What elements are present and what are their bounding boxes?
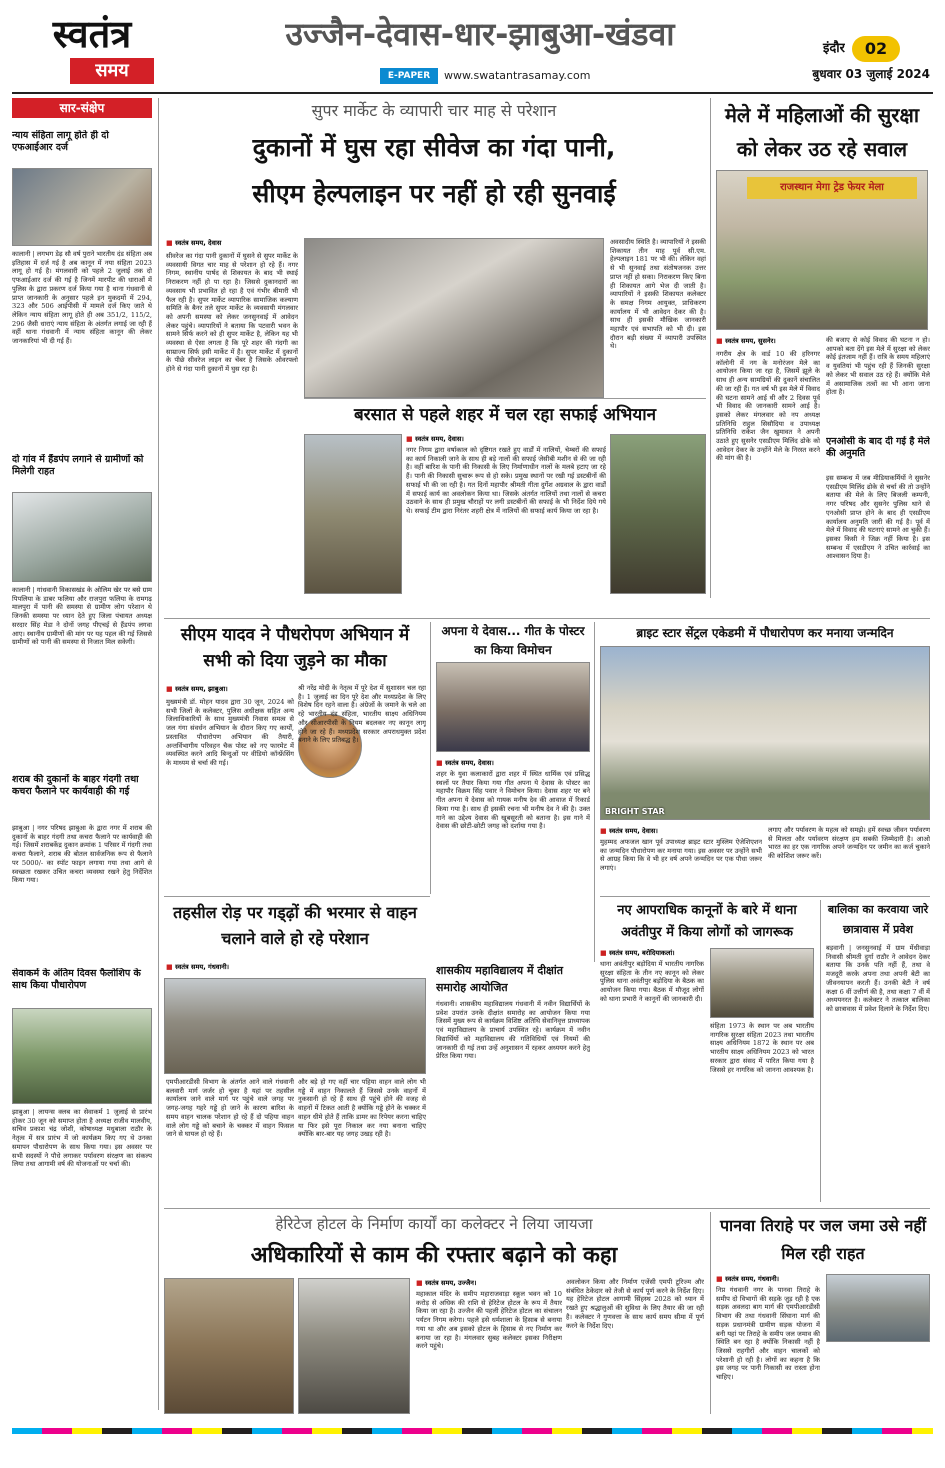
panva-photo (826, 1274, 930, 1342)
sidebar-header: सार-संक्षेप (12, 98, 152, 118)
panva-byline-text: स्वतंत्र समय, गंधवानी। (725, 1275, 780, 1283)
section-rule (164, 618, 930, 619)
byline-star-icon: ■ (716, 337, 726, 345)
sidebar-item-title: शराब की दुकानों के बाहर गंदगी तथा कचरा फैलाने पर कार्यवाही की गई (12, 774, 139, 797)
section-rule (600, 896, 930, 897)
new-laws-byline-text: स्वतंत्र समय, बरोदियाकलां। (609, 949, 675, 957)
sidebar-item-title: न्याय संहिता लागू होते ही दो एफआईआर दर्ज (12, 130, 109, 153)
tehsil-road-photo (164, 978, 426, 1074)
fair-story-body-3: इस सम्बन्ध में जब मीडियाकर्मियों ने सुसनेर एसडीएम मिलिंद ढोके से चर्चा की तो उन्होंने बताया की मेले के लिए बिजली कम्पनी, नगर परिषद और सुसनेर पुलिस थाने से एनओसी प्राप्त होने के बाद ही एसडीएम कार्यालय अनुमति जारी की गई है। पूर्व में मेले में विवाद की घटनाएं सामने आ चुकी हैं। इसका किसी ने जिक्र नहीं किया है। इस सम्बन्ध में एसडीएम ने उचित कार्रवाई का आश्वासन दिया है। (826, 474, 930, 561)
section-rule (164, 1208, 930, 1209)
sidebar-item-title: दो गांव में हैंडपंप लगाने से ग्रामीणों को मिलेगी राहत (12, 454, 144, 477)
logo-top: स्वतंत्र (52, 11, 132, 56)
tehsil-road-byline (166, 962, 286, 974)
new-laws-headline: नए आपराधिक कानूनों के बारे में थाना अवंतीपुर में किया लोगों को जागरूक (617, 903, 797, 940)
heritage-headline: अधिकारियों से काम की रफ्तार बढ़ाने को कहा (250, 1243, 618, 1268)
epaper-label[interactable]: E-PAPER (380, 68, 438, 84)
cleanup-body: नगर निगम द्वारा वर्षाकाल को दृष्टिगत रखते हुए वार्डों में नालियों, चेम्बरों की सफाई का कार्य निकाली जाने के साथ ही बड़े नालों की सफाई जेसीबी मशीन से की जा रही है। वहीं बारिश के पानी की निकासी के लिए निर्माणाधीन नालों के मलबे हटाए जा रहे हैं। पानी की निकासी सुचारू रूप से हो सके। प्रमुख स्थानों पर रखी गई डस्टबीनों की सफाई भी की जा रही है। गत दिनों महापौर श्रीमती गीता दुर्गेश अग्रवाल के द्वारा वार्डों में सफाई कार्य का अवलोकन किया था। जिसके अंतर्गत नालियों तथा नालों से कचरा उठवाने के साथ ही प्रमुख चौराहों पर लगी डस्टबीनों की सफाई के भी निर्देश दिये गये थे। सफाई टीम द्वारा निरंतर शहरी क्षेत्र में नालियों की सफाई कार्य किया जा रहा है। (406, 446, 606, 515)
academy-headline: ब्राइट स्टार सेंट्रल एकेडमी में पौधारोपण कर मनाया जन्मदिन (636, 626, 894, 640)
city-label: इंदौर (823, 41, 845, 56)
new-laws-body-1: थाना अवंतीपुर बड़ोदिया में भारतीय नागरिक सुरक्षा संहिता के तीन नए कानून को लेकर पुलिस थाना अवंतीपुर बड़ोदिया के बैठक का आयोजन किया गया। बैठक में मौजूद लोगों को थाना प्रभारी ने कानूनों की जानकारी दी। (600, 960, 704, 1003)
byline-star-icon: ■ (166, 239, 176, 247)
girl-child-body: बड़वानी | जनसुनवाई में ग्राम मेंधीवाड़ा निवासी श्रीमती दुर्गा राठौर ने आवेदन देकर बताया कि उनके पति नहीं हैं, तथा वे मजदूरी करके अपना तथा अपनी बेटी का जीवनयापन करती हैं। उनकी बेटी ने वर्ष कक्षा 6 वीं उत्तीर्ण की है, तथा कक्षा 7 वीं में अध्ययनरत है। कलेक्टर ने तत्काल बालिका को छात्रावास में प्रवेश दिलाने के निर्देश दिए। (826, 944, 930, 1013)
plantation-byline (166, 684, 266, 696)
edition-title: उज्जैन-देवास-धार-झाबुआ-खंडवा (285, 15, 675, 53)
cleanup-photo-1 (304, 434, 402, 594)
sidebar-item-body: कालानी | लगभग डेढ़ सौ वर्ष पुराने भारतीय दंड संहिता अब इतिहास में दर्ज गई है अब कानून में नया संहिता 2023 लागू हो गई है। मंगलवारी को पहले 2 जुलाई तक दो एफआईआर दर्ज की गई है जिनमें मारपीट की धाराओं में पुलिस के द्वारा प्रकरण दर्ज किया गया है थाना गंधवानी से प्राप्त जानकारी के अनुसार पहले इन मुकदमों में 294, 323 और 506 आईपीसी में मामले दर्ज किए जाते थे लेकिन न्याय संहिता लागू होते ही अब 351/2, 115/2, 296 जैसी धाराएं न्याय संहिता के अंतर्गत लगाई जा रही हैं वहीं थाना गंधवानी में न्याय संहिता कानून की लेकर जानकारियां भी दी गई हैं। (12, 250, 152, 346)
byline-star-icon: ■ (600, 949, 610, 957)
sidebar-photo-handpump (12, 492, 152, 582)
top-story-photo (304, 238, 604, 398)
fair-story-byline (716, 336, 816, 348)
new-laws-body-2: संहिता 1973 के स्थान पर अब भारतीय नागरिक सुरक्षा संहिता 2023 तथा भारतीय साक्ष्य अधिनियम 1872 के स्थान पर अब भारतीय साक्ष्य अधिनियम 2023 को भारत सरकार द्वारा संसद में पारित किया गया है जिससे हर नागरिक को जानना आवश्यक है। (710, 1022, 814, 1074)
masthead (0, 0, 945, 92)
girl-child-headline: बालिका का करवाया जारे छात्रावास में प्रवेश (827, 903, 929, 936)
heritage-body-1: महाकाल मंदिर के समीप महाराजवाड़ा स्कूल भवन को 10 करोड़ से अधिक की राशि से हेरिटेज होटल के रूप में तैयार किया जा रहा है। उज्जैन की पहली हेरिटेज होटल का संचालन पर्यटन निगम करेगा। पहले इसे धर्मशाला के हिसाब से बनाया गया था और अब इसको होटल के हिसाब से नए निर्माण कर बनाया जा रहा है। मंगलवार सुबह कलेक्टर इसका निरीक्षण करने पहुंचे। (416, 1290, 562, 1351)
academy-body-1: मुहम्मद अफजल खान पूर्व उपाध्यक्ष ब्राइट स्टार मुस्लिम ऐजेशिएशन का जन्मदिन पौधारोपण कर मनाया गया। इस अवसर पर उन्होंने सभी से आग्रह किया कि वे भी हर वर्ष अपने जन्मदिन पर एक पौधा जरूर लगाएं। (600, 838, 762, 873)
sidebar-item-title: सेवाकर्म के अंतिम दिवस फैलोशिप के साथ किया पौधारोपण (12, 968, 141, 991)
byline-star-icon: ■ (166, 685, 176, 693)
dewas-poster-photo (436, 662, 590, 752)
tehsil-road-body-2: और बड़े हो गए वहीं चार पहिया वाहन वाले लोग भी गड्ढे में वाहन निकालते हैं जिससे उनके वाहनों में नुकसानी हो रहे हैं साथ ही पहुंचे होने की वजह से वाहनों में टिकत आती है क्योंकि गड्ढे होने के चक्कर में वाहन धीमे होते हैं ताकि डामर का रिपेयर करना चाहिए या फिर इसे पूरा निकाल कर नया बनाना चाहिए क्योंकि बार-बार यह जगह उखड़ रही है। (298, 1078, 426, 1139)
new-laws-byline (600, 948, 704, 960)
byline-star-icon: ■ (406, 435, 416, 443)
fair-story-photo (716, 170, 928, 330)
heritage-byline-text: स्वतंत्र समय, उज्जैन। (425, 1279, 477, 1287)
college-body: गंधवानी। शासकीय महाविद्यालय गंधवानी में नवीन विद्यार्थियों के प्रवेश उपरांत उनके दीक्षांत समारोह का आयोजन किया गया जिसमें मुख्य रूप से कार्यक्रम विशिष्ट अतिथि सेवानिवृत्त प्राध्यापक एवं महाविद्यालय के प्राचार्य उपस्थित रहे। कार्यक्रम में नवीन विद्यार्थियों को महाविद्यालय की गतिविधियों एवं नियमों की जानकारी दी गई तथा उन्हें अनुशासन में रहकर अध्ययन करने हेतु प्रेरित किया गया। (436, 1000, 590, 1061)
byline-star-icon: ■ (436, 759, 446, 767)
top-story-kicker: सुपर मार्केट के व्यापारी चार माह से परेशान (311, 101, 557, 120)
top-story-byline (166, 238, 298, 250)
cleanup-photo-2 (610, 434, 706, 594)
fair-banner: राजस्थान मेगा ट्रेड फेयर मेला (747, 177, 917, 199)
section-rule (164, 896, 430, 897)
dewas-poster-byline (436, 758, 526, 770)
page-number: 02 (852, 36, 900, 62)
plantation-byline-text: स्वतंत्र समय, झाबुआ। (175, 685, 228, 693)
top-story-divider (710, 98, 711, 598)
tehsil-road-byline-text: स्वतंत्र समय, गंधवानी। (175, 963, 230, 971)
issue-date: बुधवार 03 जुलाई 2024 (812, 67, 930, 81)
panva-headline: पानवा तिराहे पर जल जमा उसे नहीं मिल रही राहत (719, 1216, 927, 1263)
plantation-body-1: मुख्यमंत्री डॉ. मोहन यादव द्वारा 30 जून, 2024 को सभी जिलों के कलेक्टर, पुलिस अधीक्षक सहित अन्य जिलाधिकारियों के साथ मुख्यमंत्री निवास समत्व से जल गंगा संवर्धन अभियान के दौरान किए गए कार्यों, प्रस्तावित पौधारोपण अभियान की तैयारी, अन्तर्विभागीय परिवहन चैक पोस्ट को नए फारमेट में व्यवस्थित करने आदि बिन्दुओं पर वीडियो कॉन्फ्रेंसिंग के माध्यम से चर्चा की गई। (166, 698, 294, 767)
fair-story-byline-text: स्वतंत्र समय, सुसनेर। (725, 337, 776, 345)
new-laws-photo (710, 948, 814, 1018)
byline-star-icon: ■ (716, 1275, 726, 1283)
plantation-headline: सीएम यादव ने पौधरोपण अभियान में सभी को दिया जुड़ने का मौका (180, 625, 410, 671)
fair-story-subhead: एनओसी के बाद दी गई है मेले की अनुमति (826, 436, 930, 459)
sidebar-item-body: झाबुआ | लायन्स क्लब का सेवाकर्म 1 जुलाई से प्रारंभ होकर 30 जून को समाप्त होता है अध्यक्ष राजीव मालवीय, सचिव प्रकाश चंद्र जोशी, कोषाध्यक्ष मधुबाला राठौर के नेतृत्व में सत्र प्रारंभ में जो कार्यक्रम किए गए थे उनका समापन पौधारोपण के साथ किया गया। इस अवसर पर सभी सदस्यों ने पौधे लगाकर पर्यावरण संरक्षण का संकल्प लिया तथा आगामी वर्ष की योजनाओं पर चर्चा की। (12, 1108, 152, 1169)
byline-star-icon: ■ (600, 827, 610, 835)
tehsil-road-headline: तहसील रोड़ पर गड्ढ़ों की भरमार से वाहन चलाने वाले हो रहे परेशान (173, 903, 417, 948)
sidebar-photo-police (12, 168, 152, 246)
top-story-headline-2: सीएम हेल्पलाइन पर नहीं हो रही सुनवाई (252, 179, 616, 208)
byline-star-icon: ■ (416, 1279, 426, 1287)
college-headline: शासकीय महाविद्यालय में दीक्षांत समारोह आयोजित (436, 964, 564, 994)
academy-byline (600, 826, 690, 838)
academy-body-2: लगाए और पर्यावरण के महत्व को समझे। हमें स्वच्छ जीवन पर्यावरण से मिलता और पर्यावरण संरक्षण हम सबकी जिम्मेदारी है। आओ भारत का हर एक नागरिक अपने जन्मदिन पर जमीन का कर्ज चुकाने की कोशिश जरूर करें। (768, 826, 930, 861)
column-divider (594, 622, 595, 962)
cleanup-top-rule (304, 398, 706, 399)
sidebar-item-body: झाबुआ | नगर परिषद झाबुआ के द्वारा नगर में शराब की दुकानों के बाहर गंदगी तथा कचरा फैलाने पर कार्यवाही की गई। जिसमें शराबकेंद्र दुकान क्रमांक 1 परिसर में गंदगी तथा कचरा फैलाने, शराब की बोतल सार्वजनिक रूप से फैलाने पर 5000/- का स्पॉट फाइन लगाया गया तथा आगे से स्वच्छता रखकर उचित कचरा व्यवस्था रखने हेतु निर्देशित किया गया। (12, 824, 152, 885)
cleanup-byline-text: स्वतंत्र समय, देवास। (415, 435, 464, 443)
fair-story-body-2: की बजाए से कोई विवाद की घटना न हो। आपको बता देंगे इस मेले में सुरक्षा को लेकर कोई इंतजाम नहीं हैं। रात्रि के समय महिलाएं व युवतियां भी पहुंच रही हैं जिनकी सुरक्षा को लेकर भी सवाल उठ रहे हैं। क्योंकि मेले में असामाजिक तत्वों का भी आना जाना होता है। (826, 336, 930, 397)
academy-photo (600, 646, 930, 820)
panva-byline (716, 1274, 820, 1286)
heritage-body-2: अवलोकन किया और निर्माण एजेंसी एमपी टूरिज्म और संबंधित ठेकेदार को तेजी से कार्य पूर्ण करने के निर्देश दिए। यह हेरिटेज होटल आगामी सिंहस्थ 2028 को ध्यान में रखते हुए श्रद्धालुओं की सुविधा के लिए तैयार की जा रही है। कलेक्टर ने गुणवत्ता के साथ कार्य समय सीमा में पूर्ण करने के निर्देश दिए। (566, 1278, 704, 1330)
plantation-body-2: श्री नरेंद्र मोदी के नेतृत्व में पूरे देश में सुशासन चल रहा है। 1 जुलाई का दिन पूरे देश और मध्यप्रदेश के लिए विशेष दिन रहने वाला है। अंग्रेजों के जमाने के चले आ रहे भारतीय दंड संहिता, भारतीय साक्ष्य अधिनियम और सीआरपीसी के नियम बदलकर नए कानून लागू होने जा रहे हैं। मध्यप्रदेश सरकार अपराधमुक्त प्रदेश बनाने के लिए प्रतिबद्ध है। (298, 684, 426, 745)
top-story-body-1: सीवरेज का गंदा पानी दुकानों में घुसने से सुपर मार्केट के व्यवसायी विगत चार माह से परेशान हो रहे हैं। नगर निगम, स्थानीय पार्षद से शिकायत के बाद भी स्थाई निराकरण नहीं हो पा रहा है। जिससे दुकानदारों का व्यवसाय भी प्रभावित हो रहा है एवं गंभीर बीमारी भी फैल रही है। सुपर मार्केट व्यापारिक सामाजिक कल्याण समिति के बैनर तले सुपर मार्केट के व्यवसायी मंगलवार को अपनी समस्या को लेकर जनसुनवाई में आवेदन लेकर पहुंचे। व्यापारियों ने बताया कि पटवारी भवन के सामने सिर्फ करने को ही सुपर मार्केट है, लेकिन यह भी व्यवस्था से ऐसा लगता है कि पूरे शहर की गंदगी का साम्राज्य सिर्फ इसी मार्केट में है। सुपर मार्केट में दुकानों के पीछे सीवरेज लाइन का चेंबर है जिसके ओवरफ्लो होने से गंदा पानी दुकानों में घुस रहा है। (166, 252, 298, 374)
cleanup-headline: बरसात से पहले शहर में चल रहा सफाई अभियान (353, 405, 657, 425)
logo (18, 10, 168, 86)
top-story-headline-1: दुकानों में घुस रहा सीवेज का गंदा पानी, (252, 133, 616, 162)
heritage-photo-1 (164, 1278, 294, 1414)
cleanup-byline (406, 434, 496, 446)
heritage-photo-2 (298, 1278, 410, 1414)
heritage-kicker: हेरिटेज होटल के निर्माण कार्यों का कलेक्टर ने लिया जायजा (275, 1215, 593, 1233)
column-divider (820, 900, 821, 1202)
academy-byline-text: स्वतंत्र समय, देवास। (609, 827, 658, 835)
top-story-body-2: अवसादीय स्थिति है। व्यापारियों ने इसकी शिकायत तीन माह पूर्व सी.एम. हेल्पलाइन 181 पर भी की। लेकिन वहां से भी सुनवाई तथा संतोषजनक उत्तर प्राप्त नहीं हो सका। निराकरण किए बिना ही शिकायत आगे भेज दी जाती है। व्यापारियों ने इसकी शिकायत कलेक्टर के समक्ष निगम आयुक्त, प्राधिकरण कार्यालय में भी आवेदन देकर की है। साथ ही इसकी मौखिक जानकारी महापौर एवं सभापति को भी दी। इस दौरान बड़ी संख्या में व्यापारी उपस्थित थे। (610, 238, 706, 351)
tehsil-road-body-1: एमपीआरडीसी विभाग के अंतर्गत आने वाले गंधवानी बलवारी मार्ग जर्जर हो चुका है यहां पर तहसील कार्यालय जाने वाले मार्ग पर पहुंचे वाले जगह पर जगह-जगह गहरे गड्ढे हो जाने के कारण बारिश के समय वाहन चालक परेशान हो रहे हैं दो पहिया वाहन वाले लोग गड्ढे को बचाने के चक्कर में वाहन फिसल जाने से घायल हो रहे हैं। (166, 1078, 294, 1139)
fair-story-headline: मेले में महिलाओं की सुरक्षा को लेकर उठ रहे सवाल (724, 103, 920, 161)
column-divider (710, 1212, 711, 1414)
dewas-poster-headline: अपना ये देवास... गीत के पोस्टर का किया विमोचन (441, 624, 585, 657)
dewas-poster-body: शहर के युवा कलाकारों द्वारा शहर में स्थित धार्मिक एवं प्रसिद्ध स्थलों पर तैयार किया गया गीत अपना ये देवास के पोस्टर का महापौर विक्रम सिंह पवार ने विमोचन किया। देवास शहर पर बने गीत अपना ये देवास को गायक मनीष देव की आवाज में रिकार्ड किया गया है। साथ ही इसकी रचना भी मनीष देव ने की है। उक्त गाने का उद्देश्य देवास की खूबसूरती को बताना है। इस गाने में देवास की छोटी-छोटी जगह को दर्शाया गया है। (436, 770, 590, 831)
website[interactable]: www.swatantrasamay.com (444, 69, 591, 82)
byline-star-icon: ■ (166, 963, 176, 971)
dewas-poster-byline-text: स्वतंत्र समय, देवास। (445, 759, 494, 767)
heritage-byline (416, 1278, 508, 1290)
logo-bottom: समय (70, 58, 154, 84)
top-story-byline-text: स्वतंत्र समय, देवास (175, 239, 222, 247)
panva-body: निप्र गंधवानी नगर के पानवा तिराहे के समीप दो विभागों की सड़के जुड़ रही है एक सड़क अवलदा बाग मार्ग की एमपीआरडीसी विभाग की तथा गंधवानी सिंघाना मार्ग की सड़क प्रधानमंत्री ग्रामीण सड़क योजना में बनी यहां पर तिराहे के समीप जल जमाव की स्थिति बन रहा है क्योंकि निकासी नहीं है जिससे राहगीरों और वाहन चालकों को परेशानी हो रही है। लोगों का कहना है कि इस जगह पर पानी निकासी का रास्ता होना चाहिए। (716, 1286, 820, 1382)
sidebar-divider (158, 98, 159, 1410)
masthead-rule (12, 92, 933, 94)
color-bar (12, 1428, 933, 1434)
academy-photo-caption: BRIGHT STAR (605, 807, 665, 816)
column-divider (430, 622, 431, 894)
fair-story-body-1: नगरीय क्षेत्र के वार्ड 10 की हरिनगर कॉलोनी में नग के मनोरंजन मेले का आयोजन किया जा रहा है, जिसमें झूले के साथ ही अन्य सामग्रियों की दुकानें संचालित की जा रही हैं। गत वर्ष भी इस मेले में विवाद की घटना सामने आई थी और 2 दिवस पूर्व भी विवाद की जानकारी सामने आई है। इसको लेकर मंगलवार को नप अध्यक्ष प्रतिनिधि राहुल सिसौदिया व उपाध्यक्ष प्रतिनिधि राकेश जैन खुमावत ने अपनी उठाते हुए सुसनेर एसडीएम मिलिंद ढोके को आवेदन देकर के उन्होंने मेले के निरस्त करने की मांग की है। (716, 350, 820, 463)
sidebar-photo-plantation (12, 1008, 152, 1104)
sidebar-item-body: कालानी | गांधवानी विकासखंड के ओलिम खेर पर बसे ग्राम पिपलिया के डाबर फलिया और राजपुरा फलिया के रामगढ़ मालपुरा में पानी की समस्या से ग्रामीण लोग परेशान थे जिनकी समस्या पर ध्यान देते हुए जिला पंचायत अध्यक्ष सरदार सिंह मेडा ने दोनों जगह पीएचई से हैंडपंप लगवा आए। स्थानीय ग्रामीणों की मांग पर यह पहल की गई जिससे ग्रामीणों को पानी की समस्या से निजात मिल सकेगी। (12, 586, 152, 647)
sidebar (12, 98, 152, 1410)
